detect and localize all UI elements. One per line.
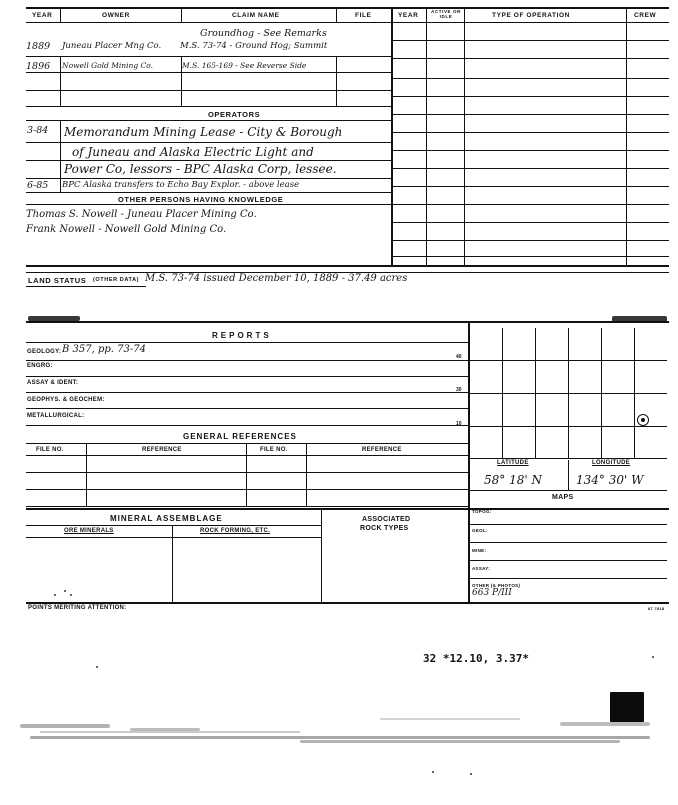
- scale-30: 30: [456, 387, 462, 393]
- claim-owner-2: Nowell Gold Mining Co.: [62, 61, 154, 70]
- claim-name-2: M.S. 165-169 - See Reverse Side: [182, 61, 307, 70]
- general-references-title: GENERAL REFERENCES: [183, 432, 297, 441]
- ref-col-reference: REFERENCE: [142, 447, 182, 453]
- operators-title: OPERATORS: [208, 110, 261, 119]
- claim-year-1: 1889: [26, 41, 51, 52]
- reports-title: REPORTS: [212, 331, 272, 340]
- longitude-label: LONGITUDE: [592, 460, 631, 466]
- operator-line-1: Memorandum Mining Lease - City & Borough: [64, 125, 343, 139]
- scale-10: 10: [456, 421, 462, 427]
- knowledge-title: OTHER PERSONS HAVING KNOWLEDGE: [118, 195, 284, 204]
- land-status-sublabel: (OTHER DATA): [93, 277, 140, 283]
- scale-40: 40: [456, 354, 462, 360]
- land-status-value: M.S. 73-74 issued December 10, 1889 - 37.49 acres: [145, 273, 408, 284]
- operator-line-4: BPC Alaska transfers to Echo Bay Explor. - above lease: [62, 180, 300, 190]
- longitude-value: 134° 30' W: [576, 473, 644, 487]
- geology-value: B 357, pp. 73-74: [62, 344, 146, 355]
- rock-forming-label: ROCK FORMING, ETC.: [200, 528, 271, 534]
- geol-label: GEOL:: [472, 528, 488, 533]
- header-year: YEAR: [32, 12, 53, 19]
- header-owner: OWNER: [102, 12, 130, 19]
- latitude-value: 58° 18' N: [484, 473, 542, 487]
- metallurgical-label: METALLURGICAL:: [27, 413, 85, 419]
- operator-year-4: 6-85: [27, 180, 49, 191]
- engrg-label: ENGRG:: [27, 363, 53, 369]
- associated-label: ASSOCIATED: [362, 516, 411, 523]
- operator-line-3: Power Co, lessors - BPC Alaska Corp, lessee.: [64, 162, 337, 176]
- mine-label: MINE:: [472, 548, 487, 553]
- geology-label: GEOLOGY:: [27, 349, 62, 355]
- knowledge-line-1: Thomas S. Nowell - Juneau Placer Mining Co.: [26, 209, 257, 220]
- header-year-2: YEAR: [398, 12, 419, 19]
- header-claim-name: CLAIM NAME: [232, 12, 280, 19]
- header-active-or-idle: ACTIVE OR IDLE: [431, 9, 461, 19]
- knowledge-line-2: Frank Nowell - Nowell Gold Mining Co.: [26, 224, 227, 235]
- points-meriting-attention: POINTS MERITING ATTENTION:: [28, 605, 127, 611]
- location-marker-icon: [637, 414, 649, 426]
- operator-line-2: of Juneau and Alaska Electric Light and: [72, 145, 314, 159]
- rock-types-label: ROCK TYPES: [360, 525, 409, 532]
- mineral-title: MINERAL ASSEMBLAGE: [110, 514, 223, 523]
- geophys-label: GEOPHYS. & GEOCHEM:: [27, 397, 105, 403]
- land-status-label: LAND STATUS: [28, 276, 87, 285]
- assay-label: ASSAY & IDENT:: [27, 380, 79, 386]
- latitude-label: LATITUDE: [497, 460, 529, 466]
- claim-owner-1: Juneau Placer Mng Co.: [62, 41, 162, 51]
- header-file: FILE: [355, 12, 372, 19]
- ore-minerals-label: ORE MINERALS: [64, 528, 114, 534]
- other-photos-label: OTHER (& PHOTOS): [472, 583, 521, 588]
- ref-col-reference-2: REFERENCE: [362, 447, 402, 453]
- header-type-of-operation: TYPE OF OPERATION: [492, 12, 570, 19]
- assay-map-label: ASSAY:: [472, 566, 491, 571]
- claim-year-2: 1896: [26, 61, 51, 72]
- maps-title: MAPS: [552, 494, 574, 501]
- ref-col-file-no-2: FILE NO.: [260, 447, 288, 453]
- other-photos-value: 663 P/III: [472, 588, 512, 598]
- ref-col-file-no: FILE NO.: [36, 447, 64, 453]
- header-crew: CREW: [634, 12, 657, 19]
- operator-year-1: 3-84: [27, 125, 49, 136]
- form-number: 87 7818: [648, 606, 665, 611]
- topog-label: TOPOG:: [472, 509, 492, 514]
- claims-heading: Groundhog - See Remarks: [200, 28, 327, 39]
- file-stamp: 32 *12.10, 3.37*: [423, 652, 529, 665]
- claim-name-1: M.S. 73-74 - Ground Hog; Summit: [180, 41, 328, 51]
